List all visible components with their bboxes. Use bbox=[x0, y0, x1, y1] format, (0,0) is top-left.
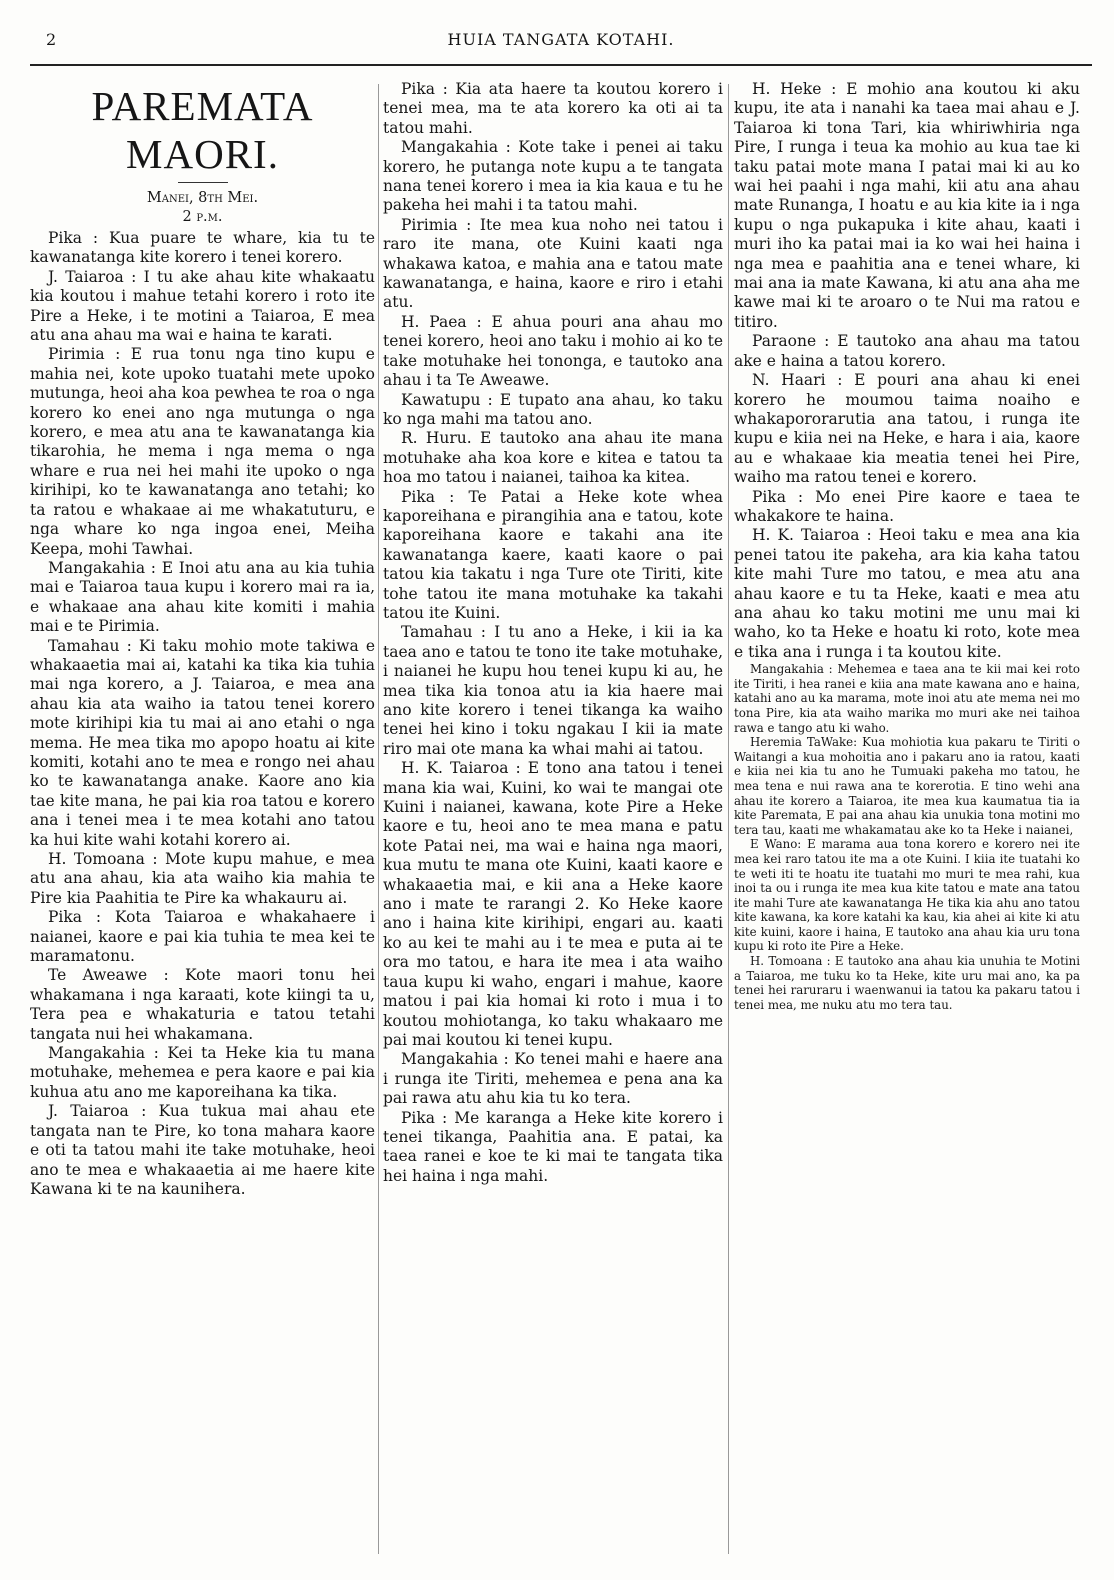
paragraph: Pika : Me karanga a Heke kite korero i tenei tikanga, Paahitia ana. E patai, ka taea ranei e koe te ki mai te tangata tika hei haina i nga mahi. bbox=[383, 1108, 723, 1185]
column-divider bbox=[378, 84, 379, 1554]
paragraph: Pirimia : Ite mea kua noho nei tatou i raro ite mana, ote Kuini kaati nga whakawa katoa, e mahia ana e tatou mate kawanatanga, e haina, kaore e riro i etahi atu. bbox=[383, 215, 723, 312]
paragraph: H. K. Taiaroa : Heoi taku e mea ana kia penei tatou ite pakeha, ara kia kaha tatou kite mahi Ture mo tatou, e mea atu ana ahau kaore e tu ta Heke, kaati e mea atu ana ahau ko taku motini me unu mai ki waho, ko ta Heke e hoatu ki roto, kote mea e tika ana i runga i ta koutou kite. bbox=[734, 526, 1080, 661]
paragraph: J. Taiaroa : Kua tukua mai ahau ete tangata nan te Pire, ko tona mahara kaore e oti ta tatou mahi ite take motuhake, heoi ano te mea e whakaaetia ai me haere kite Kawana ki te na kaunihera. bbox=[30, 1102, 375, 1198]
paragraph: Mangakahia : Kote take i penei ai taku korero, he putanga note kupu a te tangata nana tenei korero i mea ia kia kaua e tu he pakeha hei mahi i ta tatou mahi. bbox=[383, 138, 723, 215]
small-paragraph: H. Tomoana : E tautoko ana ahau kia unuhia te Motini a Taiaroa, me tuku ko ta Heke, kite uru mai ano, ka pa tenei hei raruraru i waenwanui ia tatou ka pakaru tatou i tenei mea, me nuku atu mo tera tau. bbox=[734, 954, 1080, 1012]
column-divider bbox=[728, 84, 729, 1554]
paragraph: Mangakahia : Ko tenei mahi e haere ana i runga ite Tiriti, mehemea e pena ana ka pai rawa atu ahu kia tu ko tera. bbox=[383, 1050, 723, 1108]
paragraph: J. Taiaroa : I tu ake ahau kite whakaatu kia koutou i mahue tetahi korero i roto ite Pire a Heke, i te motini a Taiaroa, E mea atu ana ahau ma wai e haina te karati. bbox=[30, 267, 375, 345]
paragraph: H. Tomoana : Mote kupu mahue, e mea atu ana ahau, kia ata waiho kia mahia te Pire kia Paahitia te Pire ka whakauru ai. bbox=[30, 850, 375, 907]
running-title: HUIA TANGATA KOTAHI. bbox=[447, 30, 675, 49]
paragraph: H. K. Taiaroa : E tono ana tatou i tenei mana kia wai, Kuini, ko wai te mangai ote Kuini i naianei, kawana, kote Pire a Heke kaore e tu, heoi ano te mea mana e patu kote Patai nei, ma wai e haina nga maori, kua mutu te mana ote Kuini, kaati kaore e whakaaetia mai, e kii ana a Heke kaore ano i mate te rarangi 2. Ko Heke kaore ano i haina kite kirihipi, engari au. kaati ko au kei te mahi au i te mea e puta ai te ora mo tatou, e hara ite mea i ata waiho taua kupu ki waho, engari i mahue, kaore matou i pai kia homai ki roto i mua i to koutou mohiotanga, ko taku whakaaro me pai mai koutou ki tenei kupu. bbox=[383, 759, 723, 1049]
page-header bbox=[30, 22, 1092, 62]
session-time: 2 p.m. bbox=[182, 209, 223, 225]
paragraph: Pika : Kia ata haere ta koutou korero i tenei mea, ma te ata korero ka oti ai ta tatou mahi. bbox=[383, 80, 723, 137]
paragraph: Tamahau : I tu ano a Heke, i kii ia ka taea ano e tatou te tono ite take motuhake, i naianei he kupu hou tenei kupu ki au, he mea tika kia tonoa atu ia kia haere mai ano kite korero i tenei tikanga ka waiho tenei hei kino i toku ngakau I kii ia mate riro mai ote mana ka whai mahi ai tatou. bbox=[383, 623, 723, 758]
small-paragraph: E Wano: E marama aua tona korero e korero nei ite mea kei raro tatou ite ma a ote Kuini. I kiia ite tuatahi ko te weti iti te hoatu ite tuatahi mo muri te mea rahi, kua inoi ta ou i runga ite mea kua kite tatou e mate ana tatou ite mahi Ture ate kawanatanga He tika kia ahu ano tatou kite kawana, ka kore katahi ka kau, kia ahei ai kite ki atu kite kuini, kaore i haina, E tautoko ana ahau kia uru tona kupu ki roto ite Pire a Heke. bbox=[734, 837, 1080, 954]
title-rule bbox=[178, 182, 228, 183]
header-rule bbox=[30, 64, 1092, 66]
article-title: PAREMATA MAORI. bbox=[91, 83, 314, 177]
small-paragraph: Mangakahia : Mehemea e taea ana te kii mai kei roto ite Tiriti, i hea ranei e kiia ana mate kawana ano e haina, katahi ano au ka marama, mote inoi atu ate mema nei mo tona Pire, kia ata waiho marika mo muri ake nei taihoa rawa e tango atu ki waho. bbox=[734, 662, 1080, 735]
column-3 bbox=[734, 80, 1080, 1570]
page-number: 2 bbox=[46, 30, 57, 49]
paragraph: R. Huru. E tautoko ana ahau ite mana motuhake aha koa kore e kitea e tatou ta hoa mo tatou i naianei, taihoa ka kitea. bbox=[383, 429, 723, 487]
column-1 bbox=[30, 80, 375, 1570]
paragraph: Paraone : E tautoko ana ahau ma tatou ake e haina a tatou korero. bbox=[734, 332, 1080, 370]
paragraph: Tamahau : Ki taku mohio mote takiwa e whakaaetia mai ai, katahi ka tika kia tuhia mai nga korero, a J. Taiaroa, e mea ana ahau kia ata waiho ia tatou tenei korero mote kirihipi kia tu mai ai ano etahi o nga mema. He mea tika mo apopo hoatu ai kite komiti, kotahi ano te mea e rongo nei ahau ko te kawanatanga anake. Kaore ano kia tae kite mana, he pai kia roa tatou e korero ana i tenei mea i te mea kotahi ano tatou ka hui kite wahi kotahi korero ai. bbox=[30, 636, 375, 849]
paragraph: Mangakahia : Kei ta Heke kia tu mana motuhake, mehemea e pera kaore e pai kia kuhua atu ano me kaporeihana ka tika. bbox=[30, 1044, 375, 1101]
paragraph: H. Heke : E mohio ana koutou ki aku kupu, ite ata i nanahi ka taea mai ahau e J. Taiaroa ki tona Tari, kia whiriwhiria nga Pire, I runga i teua ka mohio au kua tae ki taku patai mote mana I patai mai ki au ko wai hei paahi i nga mahi, kii atu ana ahau mate Runanga, I hoatu e au kia kite ia i nga kupu o nga pukapuka i kite ahau, kaati i muri iho ka patai mai ia ko wai hei haina i nga mea e paahitia ana e tenei whare, ki mai ana ia mate Kawana, ki atu ana aha me kawe mai ki te aroaro o te Nui ma ratou e titiro. bbox=[734, 80, 1080, 331]
session-date: Manei, 8th Mei. bbox=[146, 190, 259, 206]
paragraph: Pirimia : E rua tonu nga tino kupu e mahia nei, kote upoko tuatahi mete upoko mutunga, heoi aha koa pewhea te roa o nga korero ko enei ano nga mutunga o nga korero, e mea atu ana te kawanatanga kia tikarohia, he mema i nga mema o nga whare e rua nei hei mahi ite upoko o nga kirihipi, ko te kawanatanga ano tetahi; ko ta ratou e whakaae ai me whakatuturu, e nga whare ko nga ingoa enei, Meiha Keepa, mohi Tawhai. bbox=[30, 345, 375, 558]
paragraph: Mangakahia : E Inoi atu ana au kia tuhia mai e Taiaroa taua kupu i korero mai ra ia, e whakaae ana ahau kite komiti i mahia mai e te Pirimia. bbox=[30, 558, 375, 636]
paragraph: Pika : Kota Taiaroa e whakahaere i naianei, kaore e pai kia tuhia te mea kei te maramatonu. bbox=[30, 908, 375, 966]
column-2 bbox=[383, 80, 723, 1570]
paragraph: Te Aweawe : Kote maori tonu hei whakamana i nga karaati, kote kiingi ta u, Tera pea e whakaturia e tatou tetahi tangata nui hei whakamana. bbox=[30, 966, 375, 1043]
paragraph: Pika : Te Patai a Heke kote whea kaporeihana e pirangihia ana e tatou, kote kaporeihana kaore e takahi ana ite kawanatanga kaere, kaati kaore o pai tatou kia takatu i nga Ture ote Tiriti, kite tohe tatou ite mana motuhake ka takahi tatou ite Kuini. bbox=[383, 487, 723, 622]
small-paragraph: Heremia TaWake: Kua mohiotia kua pakaru te Tiriti o Waitangi a kua mohoitia ano i pakaru ano ia ratou, kaati e kiia nei kia tu ano he Tumuaki pakeha mo tatou, he mea tena e nui rawa ana te korerotia. E tino wehi ana ahau ite korero a Taiaroa, ite mea kua kaumatua tia ia kite Paremata, E pai ana ahau kia unukia tona motini mo tera tau, kaati me whakamatau ake ko ta Heke i naianei, bbox=[734, 735, 1080, 837]
paragraph: Kawatupu : E tupato ana ahau, ko taku ko nga mahi ma tatou ano. bbox=[383, 390, 723, 428]
paragraph: Pika : Kua puare te whare, kia tu te kawanatanga kite korero i tenei korero. bbox=[30, 229, 375, 267]
paragraph: N. Haari : E pouri ana ahau ki enei korero he moumou taima noaiho e whakapororarutia ana tatou, i runga ite kupu e kiia nei na Heke, e hara i aia, kaore au e whakaae kia meatia tenei hei Pire, waiho ma ratou tenei e korero. bbox=[734, 371, 1080, 487]
paragraph: Pika : Mo enei Pire kaore e taea te whakakore te haina. bbox=[734, 487, 1080, 525]
paragraph: H. Paea : E ahua pouri ana ahau mo tenei korero, heoi ano taku i mohio ai ko te take motuhake hei tononga, e tautoko ana ahau i ta Te Aweawe. bbox=[383, 312, 723, 390]
